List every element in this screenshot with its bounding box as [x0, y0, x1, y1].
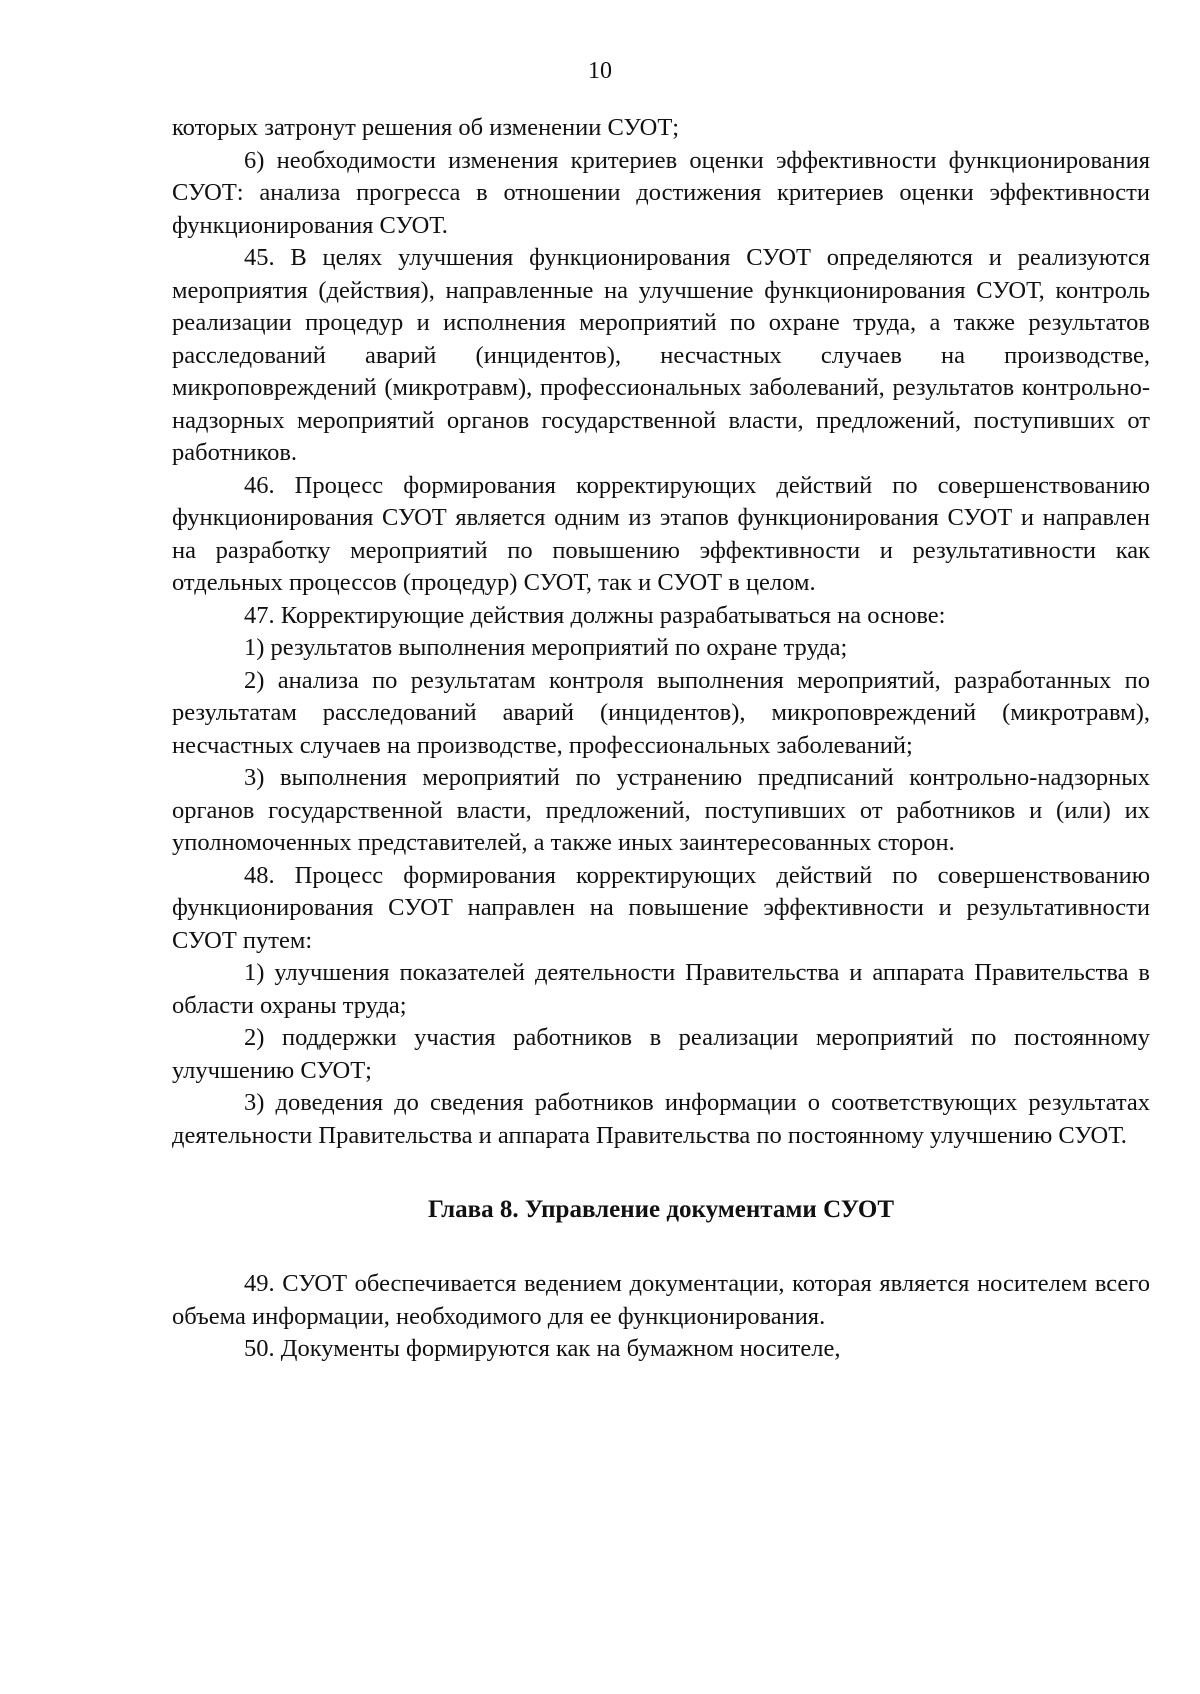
- paragraphs-after-heading: [172, 1268, 1150, 1366]
- paragraph: 50. Документы формируются как на бумажном носителе,: [244, 1335, 841, 1362]
- paragraph: 47. Корректирующие действия должны разрабатываться на основе:: [244, 601, 946, 629]
- paragraphs-before-heading: [172, 112, 1150, 1152]
- paragraph: 49. СУОТ обеспечивается ведением документации, которая является носителем всего объема информации, необходимого для ее функционирования.: [172, 1270, 1150, 1330]
- paragraph: 48. Процесс формирования корректирующих действий по совершенствованию функционирования СУОТ направлен на повышение эффективности и результативности СУОТ путем:: [172, 861, 1150, 954]
- paragraph: 46. Процесс формирования корректирующих действий по совершенствованию функционирования СУОТ является одним из этапов функционирования СУОТ и направлен на разработку мероприятий по повышению эффективности и результативности как отдельных процессов (процедур) СУОТ, так и СУОТ в целом.: [172, 471, 1150, 596]
- document-body: [172, 112, 1150, 1366]
- paragraph: 2) анализа по результатам контроля выполнения мероприятий, разработанных по результатам расследований аварий (инцидентов), микроповреждений (микротравм), несчастных случаев на производстве, профессиональных заболеваний;: [172, 666, 1150, 759]
- paragraph: 3) выполнения мероприятий по устранению предписаний контрольно-надзорных органов государственной власти, предложений, поступивших от работников и (или) их уполномоченных представителей, а также иных заинтересованных сторон.: [172, 764, 1150, 856]
- paragraph: 1) улучшения показателей деятельности Правительства и аппарата Правительства в области охраны труда;: [172, 959, 1150, 1019]
- paragraph: 45. В целях улучшения функционирования СУОТ определяются и реализуются мероприятия (действия), направленные на улучшение функционирования СУОТ, контроль реализации процедур и исполнения мероприятий по охране труда, а также результатов расследований аварий (инцидентов), несчастных случаев на производстве, микроповреждений (микротравм), профессиональных заболеваний, результатов контрольно-надзорных мероприятий органов государственной власти, предложений, поступивших от работников.: [172, 244, 1150, 466]
- paragraph: 2) поддержки участия работников в реализации мероприятий по постоянному улучшению СУОТ;: [172, 1024, 1150, 1084]
- page-number: 10: [588, 58, 612, 84]
- paragraph: 6) необходимости изменения критериев оценки эффективности функционирования СУОТ: анализа прогресса в отношении достижения критериев оценки эффективности функционирования СУОТ.: [172, 146, 1150, 239]
- chapter-heading: Глава 8. Управление документами СУОТ: [427, 1196, 895, 1223]
- paragraph: 3) доведения до сведения работников информации о соответствующих результатах деятельности Правительства и аппарата Правительства по постоянному улучшению СУОТ.: [172, 1089, 1150, 1149]
- paragraph: 1) результатов выполнения мероприятий по охране труда;: [244, 634, 848, 661]
- paragraph: которых затронут решения об изменении СУОТ;: [172, 114, 680, 141]
